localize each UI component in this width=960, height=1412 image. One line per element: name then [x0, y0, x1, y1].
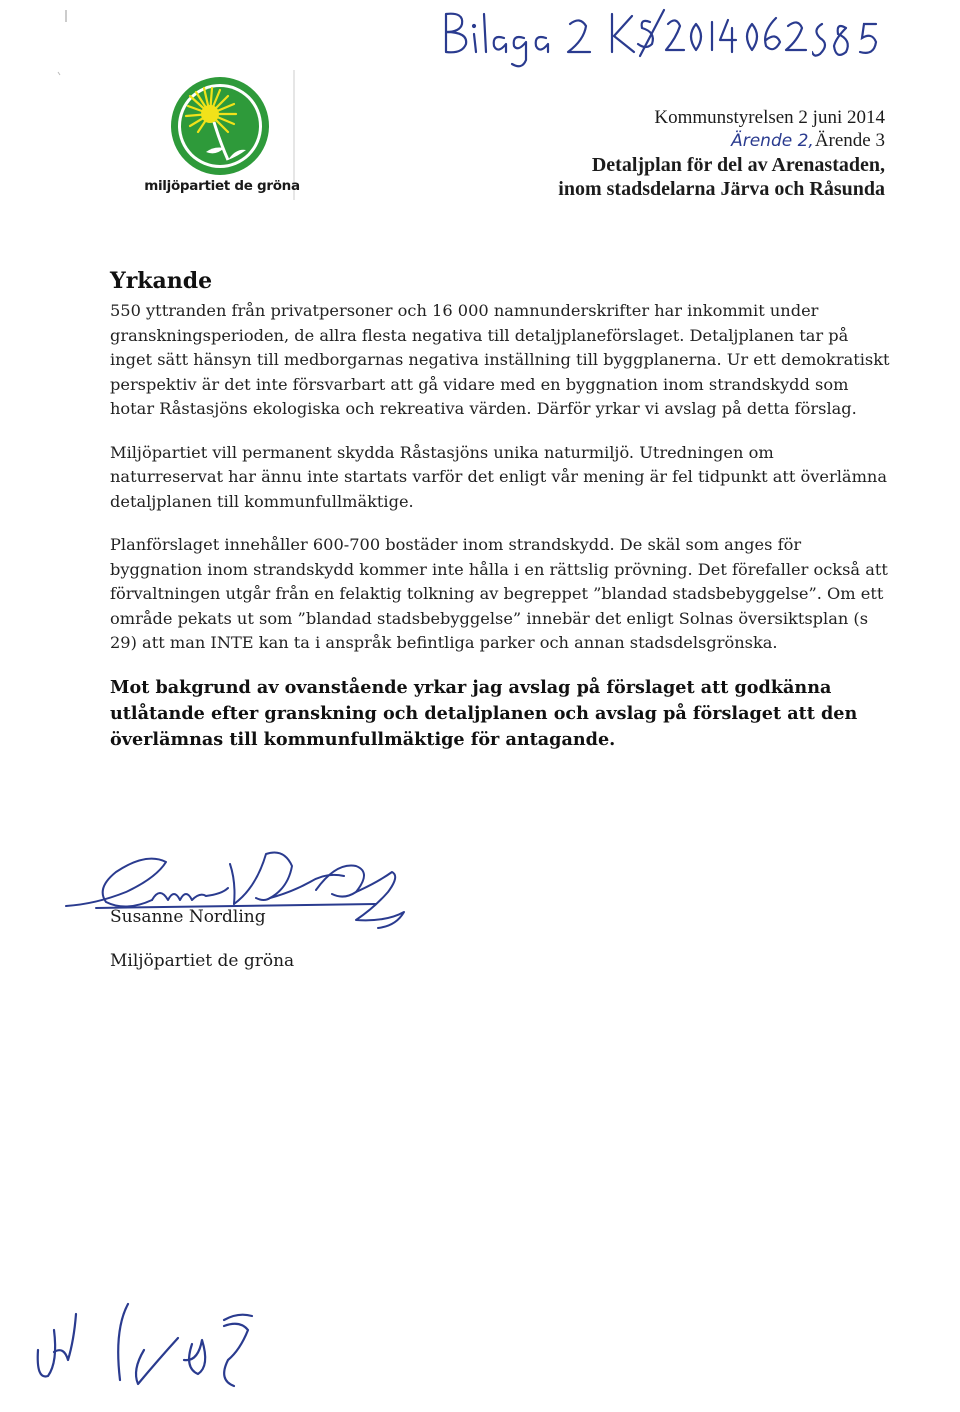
signatory-name: Susanne Nordling [110, 907, 266, 927]
paragraph-2: Miljöpartiet vill permanent skydda Råstasjöns unika naturmiljö. Utredningen om naturreservat har ännu inte startats varför det enligt vår mening är fel tidpunkt att överlämna detaljplanen till kommunfullmäktige. [110, 442, 887, 511]
meeting-line: Kommunstyrelsen 2 juni 2014 [654, 107, 885, 128]
handwritten-signature [56, 842, 416, 942]
handwritten-item: Ärende 2, [731, 131, 814, 151]
handwritten-initials [28, 1290, 268, 1400]
item-line [558, 129, 885, 153]
item-number: Ärende 3 [814, 130, 885, 151]
title-line-1: Detaljplan för del av Arenastaden, [591, 154, 885, 176]
paragraph-3: Planförslaget innehåller 600-700 bostäder inom strandskydd. De skäl som anges för byggnation inom strandskydd kommer inte hålla i en rättslig prövning. Det förefaller också att förvaltningen utgår från en felaktig tolkning av begreppet ”blandad stadsbebyggelse”. Om ett område pekats ut som ”blandad stadsbebyggelse” innebär det enligt Solnas översiktsplan (s 29) att man INTE kan ta i anspråk befintliga parker och annan stadsdelsgrönska. [110, 535, 888, 652]
handwritten-header [250, 0, 810, 72]
section-85-mark [812, 6, 912, 72]
conclusion: Mot bakgrund av ovanstående yrkar jag avslag på förslaget att godkänna utlåtande efter granskning och detaljplanen och avslag på förslaget att den överlämnas till kommunfullmäktige för antagande. [110, 676, 858, 750]
signatory-party: Miljöpartiet de gröna [110, 951, 295, 971]
document-header [558, 106, 885, 201]
document-body [110, 268, 890, 772]
section-heading: Yrkande [110, 268, 213, 294]
title-line-2: inom stadsdelarna Järva och Råsunda [558, 178, 885, 200]
logo-wordmark: miljöpartiet de gröna [144, 178, 300, 194]
paragraph-1: 550 yttranden från privatpersoner och 16 000 namnunderskrifter har inkommit under granskningsperioden, de allra flesta negativa till detaljplaneförslaget. Detaljplanen tar på inget sätt hänsyn till medborgarnas negativa inställning till byggplanerna. Ur ett demokratiskt perspektiv är det inte försvarbart att gå vidare med en byggnation inom strandskydd som hotar Råstasjöns ekologiska och rekreativa värden. Därför yrkar vi avslag på detta förslag. [110, 301, 890, 418]
